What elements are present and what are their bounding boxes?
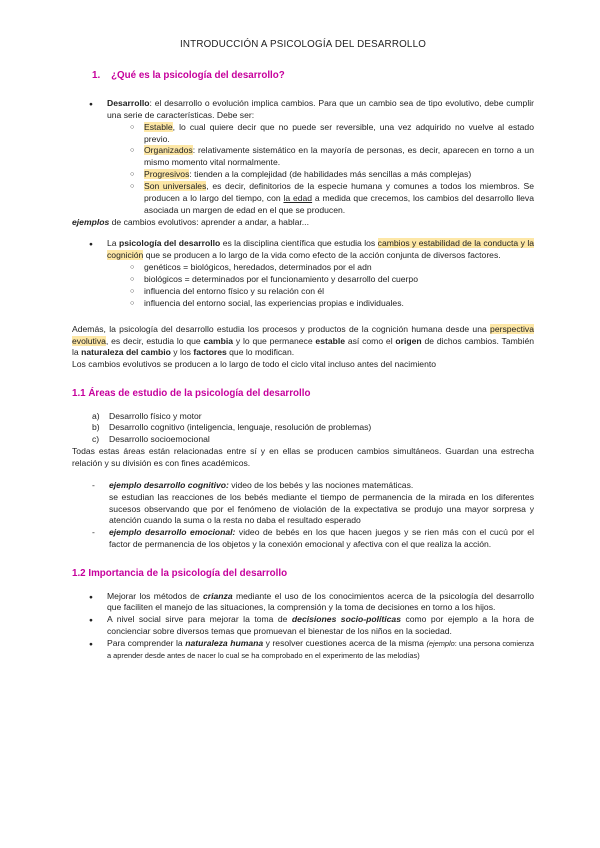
bullet-text: mediante el uso de los conocimientos acerca de la psicología del desarrollo que faciliten el manejo de las situaciones, la comprensión y la toma de decisiones en torno a los hijos. xyxy=(107,590,535,613)
bullet-desarrollo xyxy=(72,98,534,122)
para-text: así como el xyxy=(345,335,396,346)
bullet-crianza xyxy=(72,591,534,615)
term-socio-politicas: decisiones socio-políticas xyxy=(291,614,401,625)
factor-item: ○ biológicos = determinados por el funcionamiento y desarrollo del cuerpo xyxy=(72,274,534,286)
example-text: video de los bebés y las nociones matemáticas. xyxy=(228,479,414,490)
bullet-text: Mejorar los métodos de xyxy=(107,590,203,601)
area-label: b) xyxy=(92,422,100,433)
area-label: c) xyxy=(92,434,100,445)
area-text: Desarrollo socioemocional xyxy=(109,434,210,445)
bold-term: origen xyxy=(395,335,422,346)
example-emocional xyxy=(72,527,534,551)
bullet-psicologia xyxy=(72,238,534,262)
bullet-text: como por ejemplo a la hora de concienciar sobre diversos temas que promuevan el bienestar de los niños en la sociedad. xyxy=(107,614,534,637)
bold-term: factores xyxy=(193,347,227,358)
term-progresivos: Progresivos xyxy=(144,169,190,180)
example-emocional-label: ejemplo desarrollo emocional: xyxy=(109,527,236,538)
section-1-2-heading: 1.2 Importancia de la psicología del desarrollo xyxy=(72,568,288,580)
area-item xyxy=(72,422,534,434)
para-text: y lo que permanece xyxy=(233,335,316,346)
section-1-number: 1. xyxy=(92,69,101,81)
sub-item-universales xyxy=(72,181,534,217)
document-title: INTRODUCCIÓN A PSICOLOGÍA DEL DESARROLLO xyxy=(179,39,427,50)
term-desarrollo: Desarrollo xyxy=(107,98,150,109)
sub-item-organizados xyxy=(72,145,534,169)
area-text: Desarrollo cognitivo (inteligencia, lenguaje, resolución de problemas) xyxy=(109,422,372,433)
bullet-desarrollo-text: : el desarrollo o evolución implica cambios. Para que un cambio sea de tipo evolutivo, debe cumplir una serie de características. Debe ser: xyxy=(107,98,534,120)
section-1-title: ¿Qué es la psicología del desarrollo? xyxy=(111,69,285,81)
bullet-text: es la disciplina científica que estudia los xyxy=(220,238,378,249)
bullet-text: Para comprender la xyxy=(107,638,186,648)
area-label: a) xyxy=(92,410,100,421)
bullet-text: A nivel social sirve para mejorar la toma de xyxy=(107,614,292,625)
small-example-label: (ejemplo xyxy=(426,639,455,648)
area-item xyxy=(72,434,534,446)
para-text: , es decir, estudia lo que xyxy=(105,335,204,346)
highlight-cambios: cambios y estabilidad de la conducta y la cognición xyxy=(107,238,535,261)
bold-term: estable xyxy=(315,335,346,346)
factor-item: ○ influencia del entorno físico y su relación con él xyxy=(72,286,534,298)
examples-label: ejemplos xyxy=(72,216,110,227)
area-item xyxy=(72,411,534,423)
examples-line xyxy=(72,217,534,229)
sub-item-estable xyxy=(72,122,534,146)
example-cognitivo-detail: se estudian las reacciones de los bebés mediante el tiempo de permanencia de la mirada en los diferentes sucesos observando que por el fenómeno de violación de la expectativa se produjo una mayor sorpresa y atención cuando la suma o la resta no daba el resultado esperado xyxy=(109,491,534,526)
section-1-1-heading: 1.1 Áreas de estudio de la psicología del desarrollo xyxy=(72,388,311,400)
section-1-heading xyxy=(92,69,534,83)
paragraph-perspectiva xyxy=(72,324,534,360)
term-estable: Estable xyxy=(144,121,173,132)
sub-item-text: a medida que crecemos, los cambios del desarrollo lleva asociada un margen de edad en el que se producen. xyxy=(144,192,535,215)
example-cognitivo xyxy=(72,480,534,492)
term-naturaleza: naturaleza humana xyxy=(185,638,264,648)
paragraph-areas: Todas estas áreas están relacionadas entre sí y en ellas se producen cambios simultáneos. Guardan una estrecha relación y su división es con fines académicos. xyxy=(72,446,534,469)
bullet-socio-politicas xyxy=(72,614,534,638)
factor-item: ○ genéticos = biológicos, heredados, determinados por el adn xyxy=(72,262,534,274)
paragraph-ciclo-vital: Los cambios evolutivos se producen a lo largo de todo el ciclo vital incluso antes del nacimiento xyxy=(72,359,437,370)
example-cognitivo-label: ejemplo desarrollo cognitivo: xyxy=(109,479,229,490)
sub-item-progresivos xyxy=(72,169,534,181)
term-universales: Son universales xyxy=(144,181,207,192)
small-example-text: : una persona comienza a aprender desde antes de nacer lo cual se ha comprobado en el experimento de las melodías) xyxy=(107,639,534,660)
sub-item-text: : tienden a la complejidad (de habilidades más sencillas a más complejas) xyxy=(189,169,472,180)
bullet-text: y resolver cuestiones acerca de la misma xyxy=(263,638,427,648)
area-text: Desarrollo físico y motor xyxy=(109,410,202,421)
term-psicologia: psicología del desarrollo xyxy=(118,238,221,249)
bullet-text: que se producen a lo largo de la vida como efecto de la acción conjunta de diversos factores. xyxy=(143,250,501,261)
factor-item: ○ influencia del entorno social, las experiencias propias e individuales. xyxy=(72,298,534,310)
bullet-naturaleza xyxy=(72,638,534,662)
bold-term: naturaleza del cambio xyxy=(81,347,171,358)
bullet-text: La xyxy=(107,238,119,249)
bold-term: cambia xyxy=(203,335,234,346)
sub-item-text: , lo cual quiere decir que no puede ser reversible, una vez adquirido no vuelve al estado previo. xyxy=(144,121,534,144)
underlined-edad: la edad xyxy=(283,192,313,203)
sub-item-text: , es decir, definitorios de la especie humana y comunes a todos los miembros. Se producen a lo largo del tiempo, con xyxy=(144,181,534,203)
example-text: video de bebés en los que hacen juegos y se rien más con el cucú por el factor de permanencia de los objetos y la conexión emocional y afectiva con el que realiza la acción. xyxy=(109,527,534,550)
para-text: de dichos cambios. También la xyxy=(72,335,535,358)
examples-text: de cambios evolutivos: aprender a andar, a hablar... xyxy=(109,216,309,227)
term-crianza: crianza xyxy=(203,590,233,601)
para-text: que lo modifican. xyxy=(226,347,295,358)
para-text: y los xyxy=(170,347,194,358)
sub-item-text: : relativamente sistemático en la mayoría de personas, es decir, aparecen en torno a un mismo momento vital normalmente. xyxy=(144,145,534,168)
term-organizados: Organizados xyxy=(144,145,193,156)
para-text: Además, la psicología del desarrollo estudia los procesos y productos de la cognición humana desde una xyxy=(72,323,491,334)
highlight-perspectiva: perspectiva evolutiva xyxy=(72,323,534,346)
